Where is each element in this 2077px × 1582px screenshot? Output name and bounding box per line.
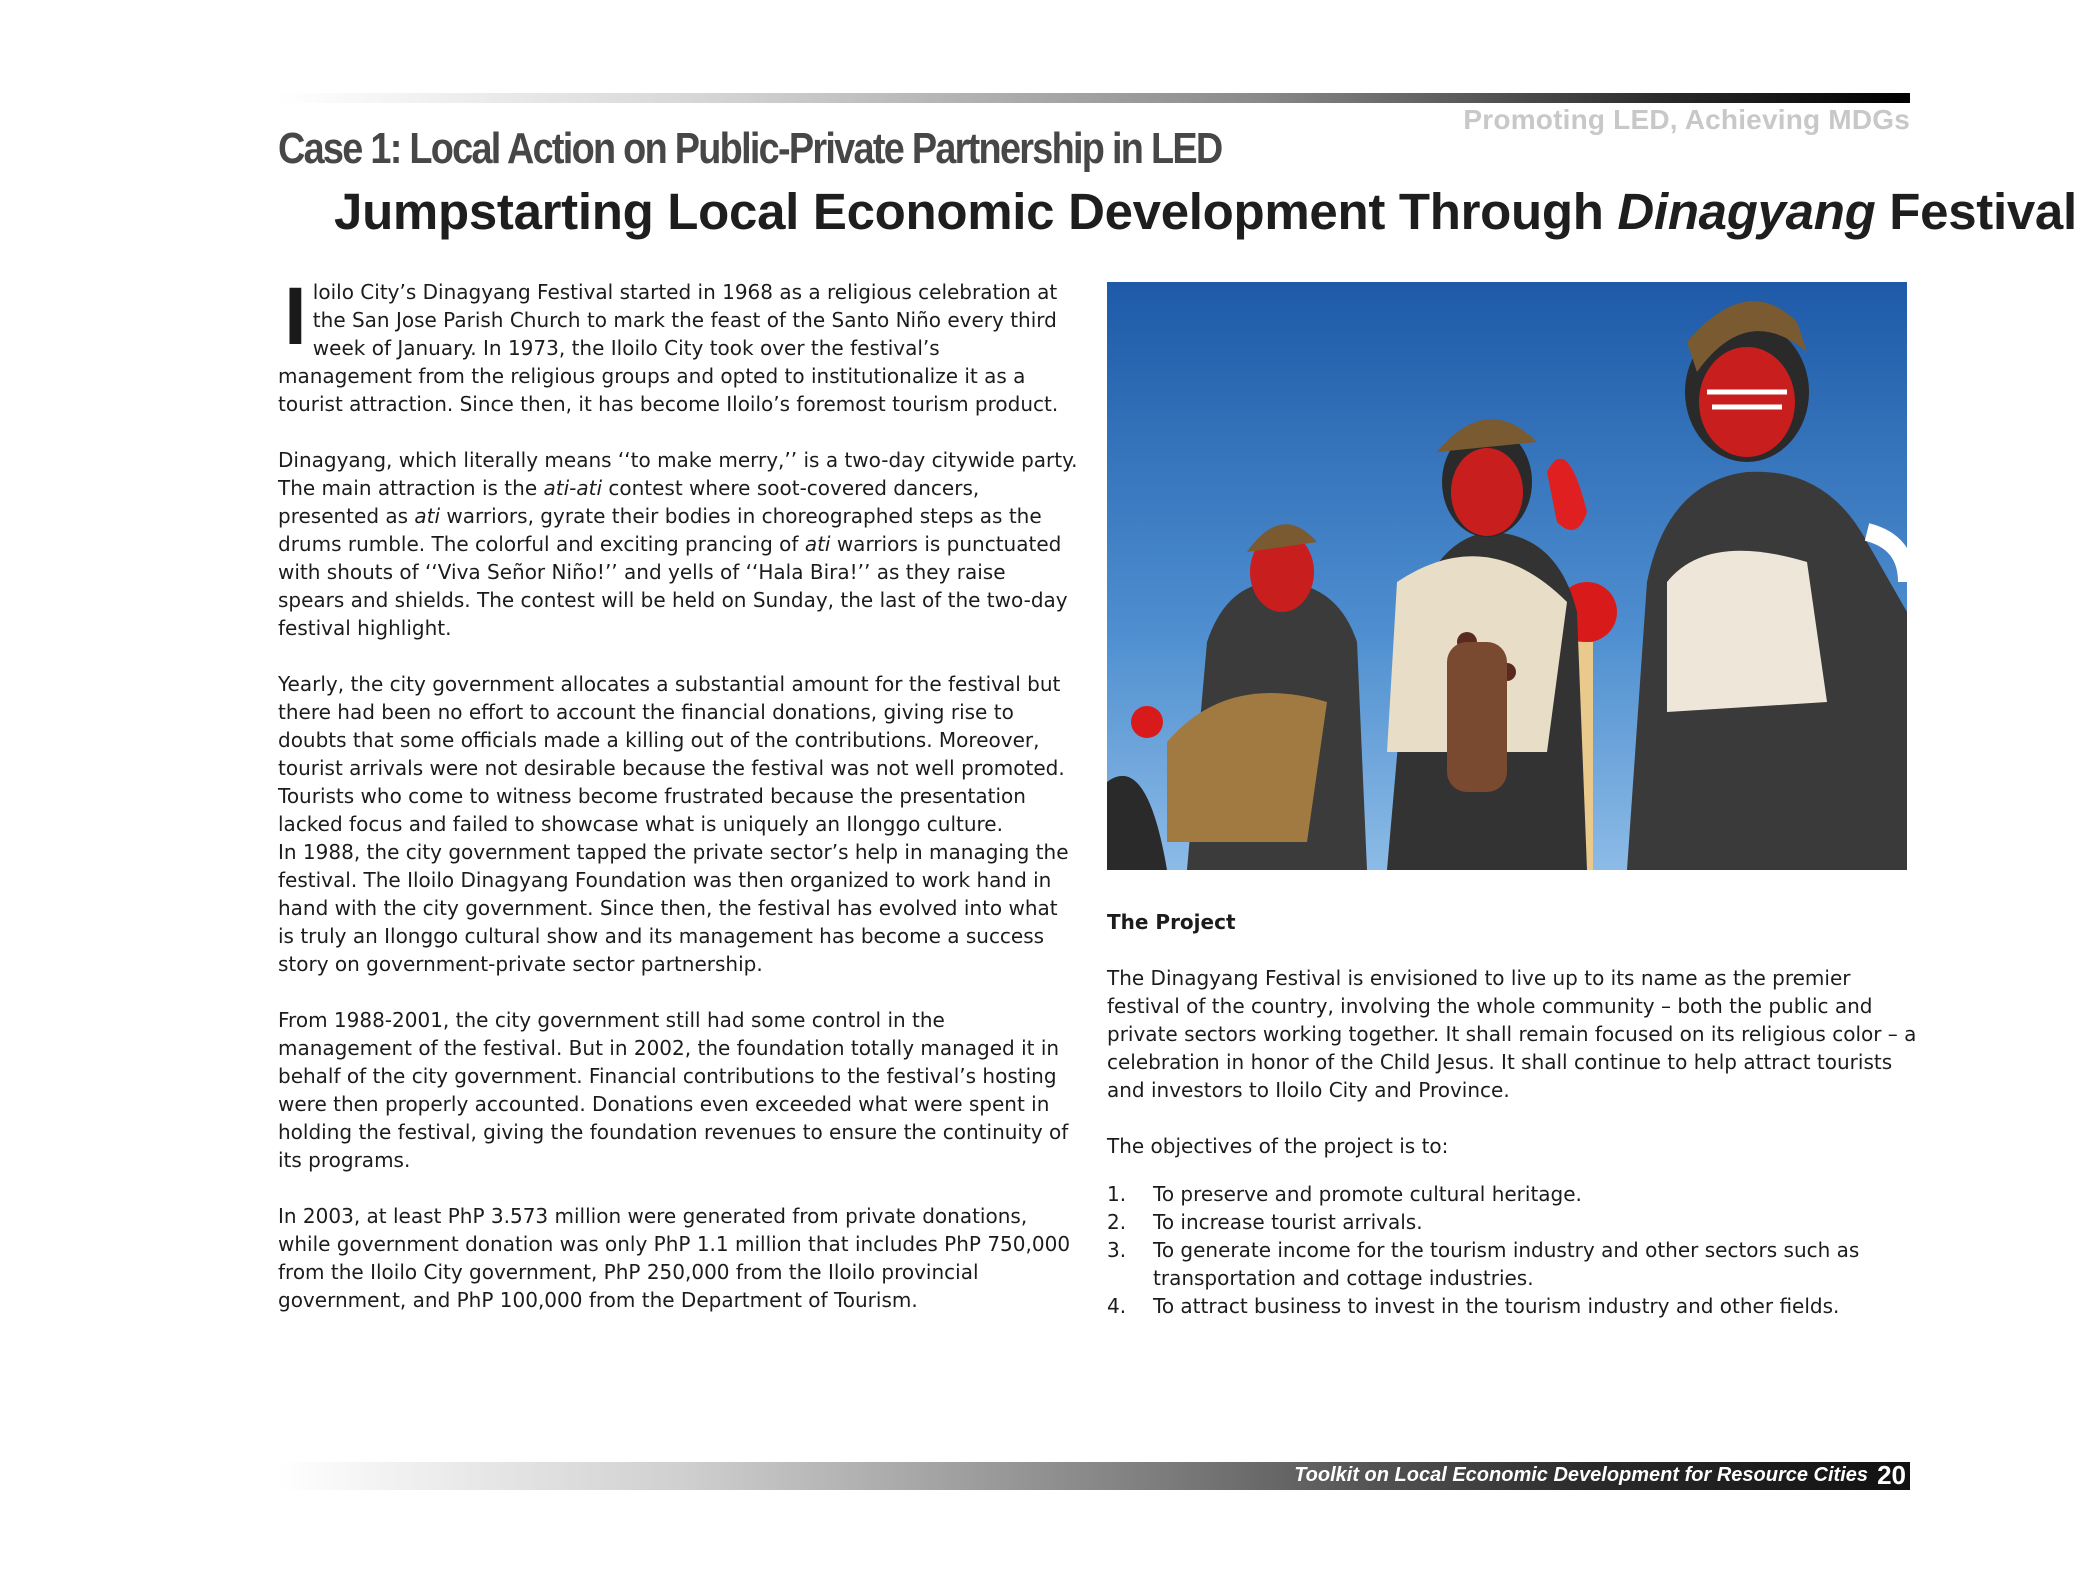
project-paragraph: The Dinagyang Festival is envisioned to live up to its name as the premier festival of the country, involving the whole community – both the public and private sectors working together. It shall remain focused on its religious color – a celebration in honor of the Child Jesus. It shall continue to help attract tourists and investors to Iloilo City and Province. bbox=[1107, 966, 1917, 1102]
right-column bbox=[1107, 908, 1917, 1320]
text-run: warriors is punctuated with shouts of ‘‘Viva Señor Niño!’’ and yells of ‘‘Hala Bira!’’ as they raise spears and shields. The contest will be held on Sunday, the last of the two-day festival highlight. bbox=[278, 532, 1068, 640]
paragraph-intro bbox=[278, 271, 1078, 418]
page-number: 20 bbox=[1877, 1460, 1906, 1490]
list-number: 4. bbox=[1107, 1294, 1127, 1318]
paragraph-funding: Yearly, the city government allocates a substantial amount for the festival but there had been no effort to account the financial donations, giving rise to doubts that some officials made a killing out of the contributions. Moreover, tourist arrivals were not desirable because the festival was not well promoted. Tourists who come to witness become frustrated because the presentation lacked focus and failed to showcase what is uniquely an Ilonggo culture. bbox=[278, 672, 1065, 836]
left-column bbox=[278, 271, 1078, 1342]
list-item bbox=[1107, 1292, 1917, 1320]
objectives-intro: The objectives of the project is to: bbox=[1107, 1134, 1449, 1158]
list-text: To increase tourist arrivals. bbox=[1153, 1210, 1423, 1234]
section-heading: The Project bbox=[1107, 910, 1236, 934]
paragraph-1988-2001: From 1988-2001, the city government still had some control in the management of the festival. But in 2002, the foundation totally managed it in behalf of the city government. Financial contributions to the festival’s hosting were then properly accounted. Donations even exceeded what were spent in holding the festival, giving the foundation revenues to ensure the continuity of its programs. bbox=[278, 1008, 1069, 1172]
list-number: 3. bbox=[1107, 1238, 1127, 1262]
italic-term: ati bbox=[414, 504, 441, 528]
drop-cap: I bbox=[284, 271, 307, 362]
title-italic: Dinagyang bbox=[1617, 183, 1876, 240]
running-head: Promoting LED, Achieving MDGs bbox=[1463, 104, 1910, 135]
objectives-list bbox=[1107, 1180, 1917, 1320]
list-item bbox=[1107, 1208, 1917, 1236]
list-text: To attract business to invest in the tourism industry and other fields. bbox=[1153, 1294, 1840, 1318]
text-run: Dinagyang, which literally means ‘‘to make merry,’’ is a two-day citywide party. The main attraction is the bbox=[278, 448, 1078, 500]
paragraph-text: loilo City’s Dinagyang Festival started in 1968 as a religious celebration at the San Jose Parish Church to mark the feast of the Santo Niño every third week of January. In 1973, the Iloilo City took over the festival’s management from the religious groups and opted to institutionalize it as a tourist attraction. Since then, it has become Iloilo’s foremost tourism product. bbox=[278, 280, 1059, 416]
text-run: warriors, gyrate their bodies in choreographed steps as the drums rumble. The colorful and exciting prancing of bbox=[278, 504, 1042, 556]
festival-photo bbox=[1107, 282, 1907, 870]
paragraph-dinagyang bbox=[278, 446, 1078, 642]
list-text: To preserve and promote cultural heritage. bbox=[1153, 1182, 1582, 1206]
list-number: 2. bbox=[1107, 1210, 1127, 1234]
list-text: To generate income for the tourism industry and other sectors such as transportation and cottage industries. bbox=[1153, 1238, 1860, 1290]
italic-term: ati bbox=[804, 532, 831, 556]
paragraph-1988: In 1988, the city government tapped the private sector’s help in managing the festival. The Iloilo Dinagyang Foundation was then organized to work hand in hand with the city government. Since then, the festival has evolved into what is truly an Ilonggo cultural show and its management has become a success story on government-private sector partnership. bbox=[278, 840, 1069, 976]
paragraph-2003: In 2003, at least PhP 3.573 million were generated from private donations, while government donation was only PhP 1.1 million that includes PhP 750,000 from the Iloilo City government, PhP 250,000 from the Iloilo provincial government, and PhP 100,000 from the Department of Tourism. bbox=[278, 1204, 1071, 1312]
list-item bbox=[1107, 1236, 1917, 1292]
list-number: 1. bbox=[1107, 1182, 1127, 1206]
title-part: Festival bbox=[1875, 183, 2077, 240]
case-title: Case 1: Local Action on Public-Private Partnership in LED bbox=[278, 124, 1222, 173]
footer-text: Toolkit on Local Economic Development for Resource Cities bbox=[1294, 1464, 1868, 1486]
page-title bbox=[334, 182, 2077, 241]
text-run: contest where soot-covered dancers, presented as bbox=[278, 476, 980, 528]
list-item bbox=[1107, 1180, 1917, 1208]
header-gradient-bar bbox=[278, 93, 1910, 103]
title-part: Jumpstarting Local Economic Development Through bbox=[334, 183, 1618, 240]
italic-term: ati-ati bbox=[543, 476, 603, 500]
